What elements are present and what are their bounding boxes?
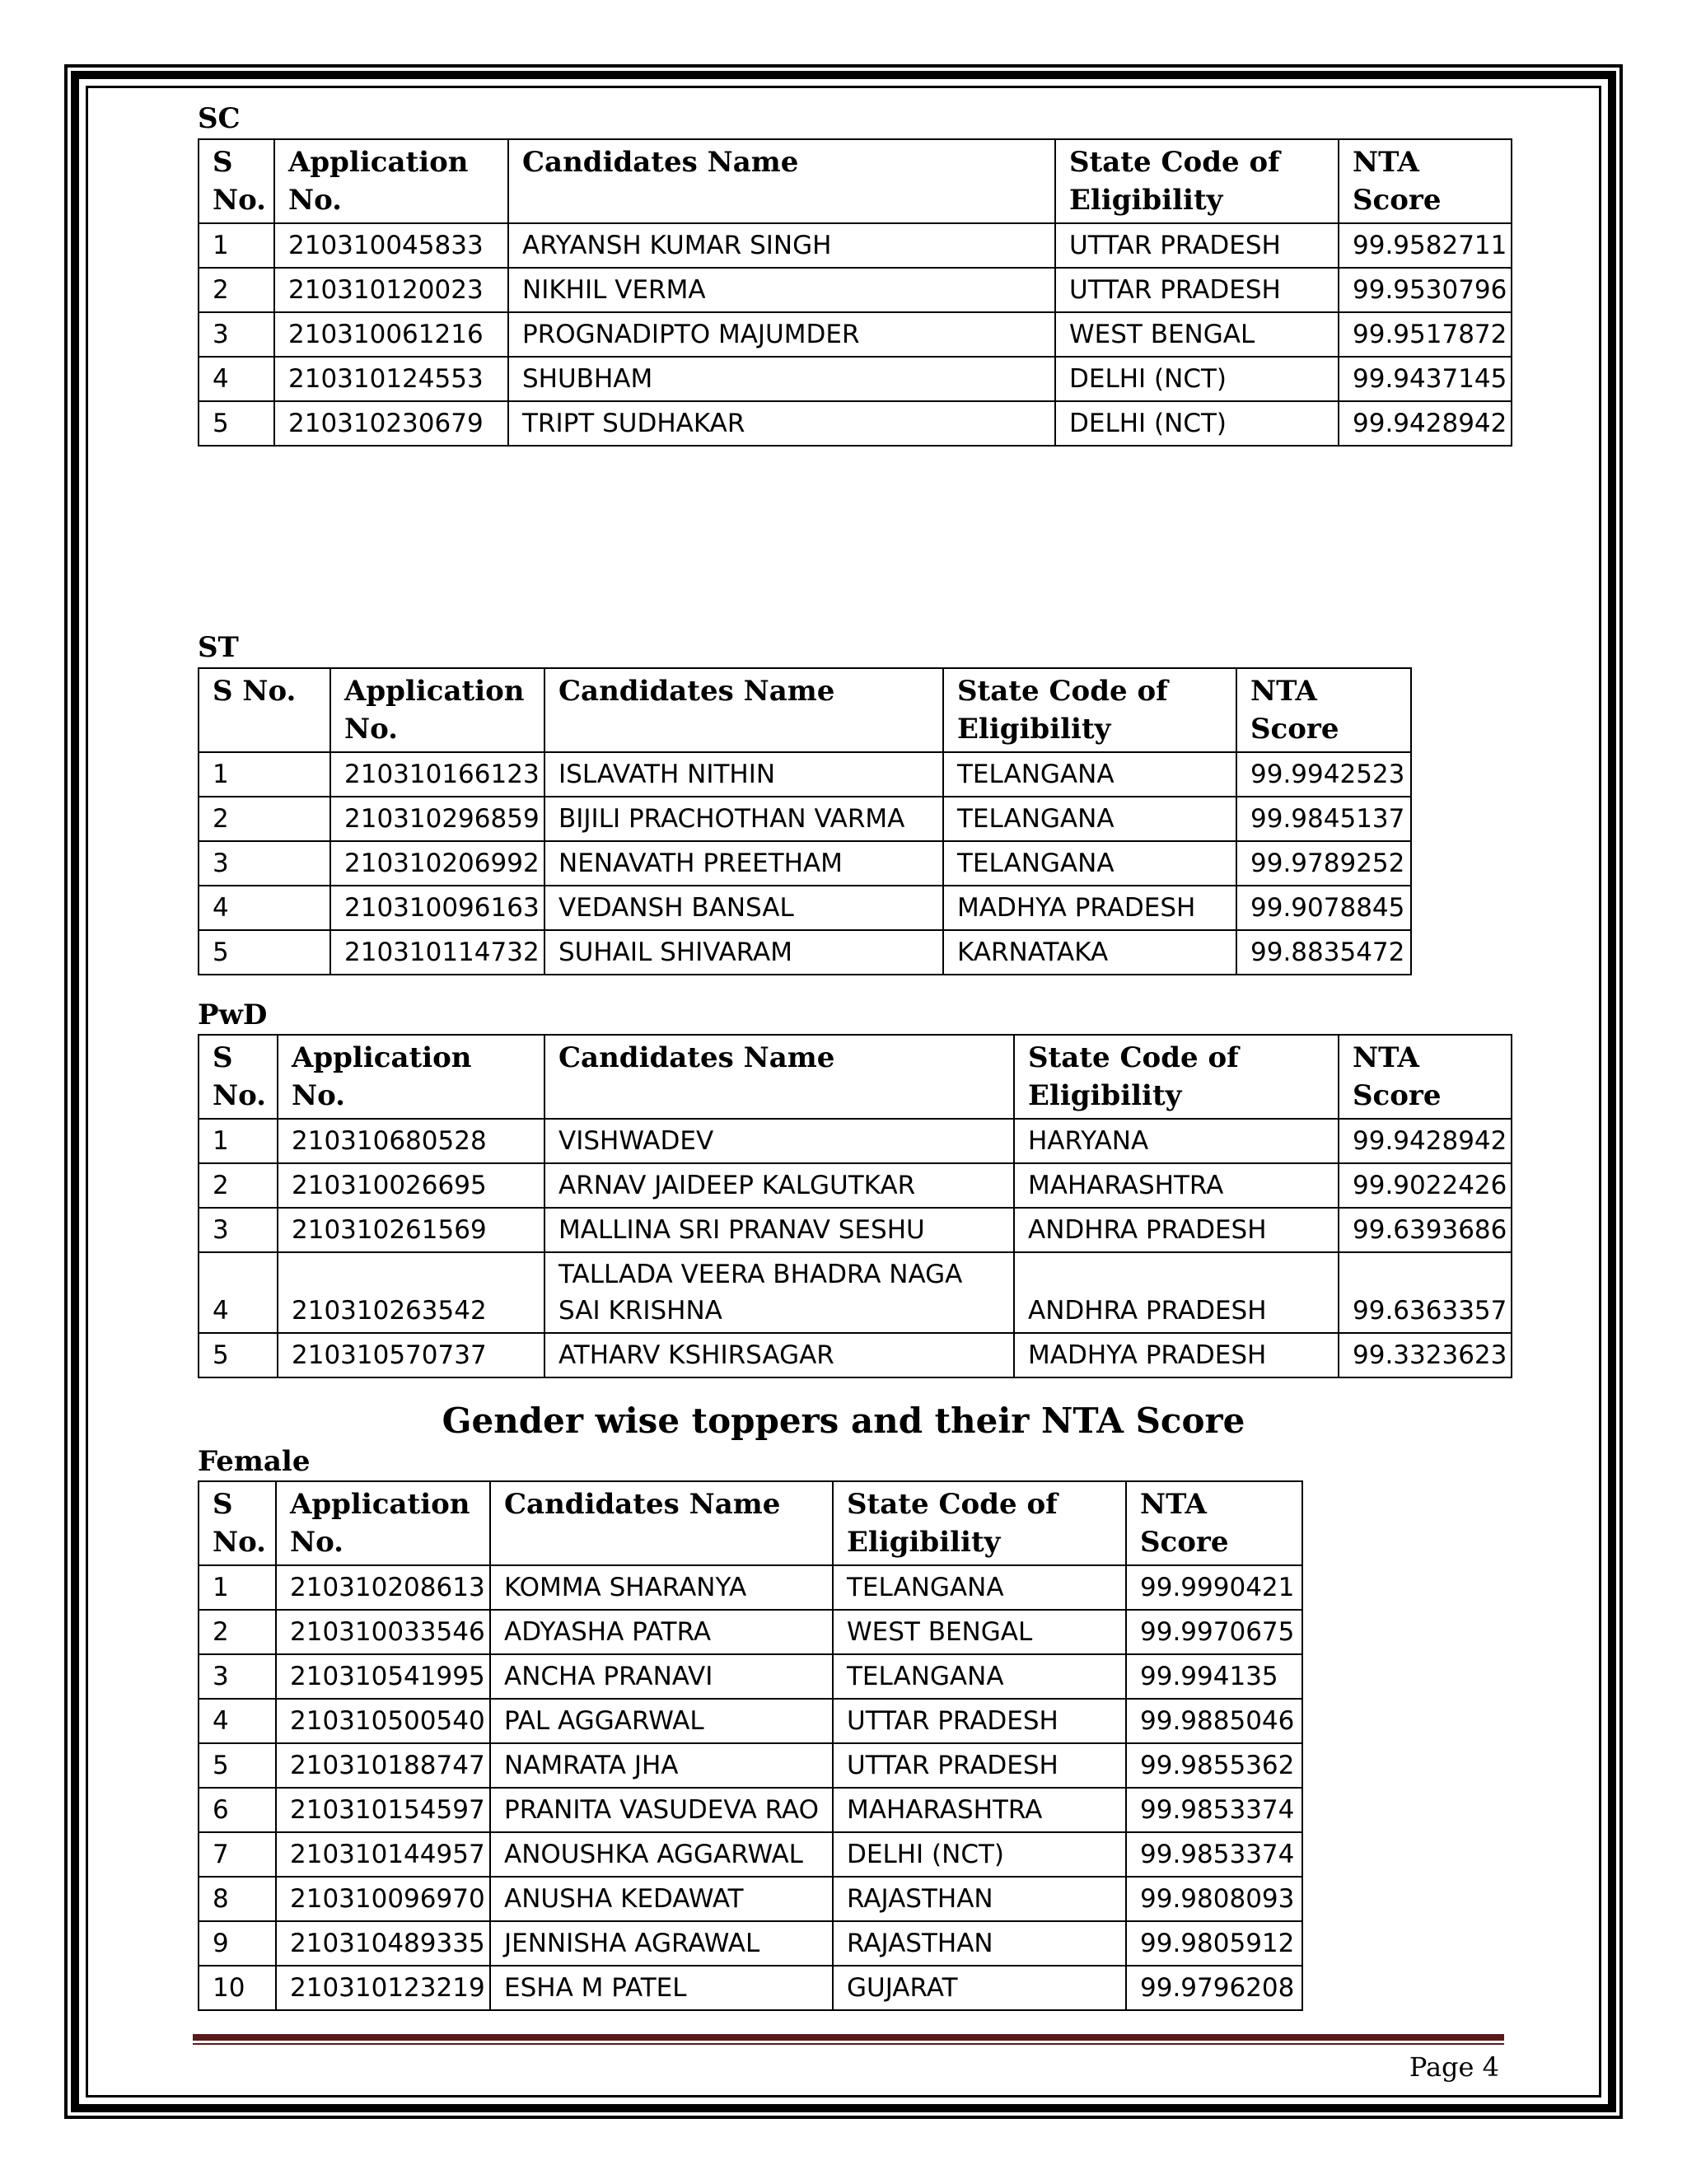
table-header-row — [199, 668, 1411, 752]
cell-nta-score: 99.3323623 — [1339, 1333, 1512, 1377]
table-row — [199, 1654, 1302, 1699]
sc-table — [198, 138, 1512, 447]
cell-state-code: TELANGANA — [833, 1565, 1126, 1610]
cell-state-code: UTTAR PRADESH — [1055, 268, 1339, 312]
cell-s-no: 4 — [199, 1252, 278, 1333]
cell-state-code: UTTAR PRADESH — [833, 1743, 1126, 1788]
cell-application-no: 210310230679 — [274, 401, 508, 446]
st-table — [198, 667, 1412, 975]
cell-nta-score: 99.9853374 — [1126, 1832, 1302, 1877]
cell-application-no: 210310263542 — [278, 1252, 544, 1333]
cell-application-no: 210310500540 — [276, 1699, 490, 1743]
column-header-application-no: Application No. — [276, 1481, 490, 1565]
cell-nta-score: 99.9796208 — [1126, 1966, 1302, 2010]
cell-application-no: 210310188747 — [276, 1743, 490, 1788]
cell-s-no: 1 — [199, 752, 330, 797]
cell-candidate-name: VISHWADEV — [544, 1119, 1014, 1163]
cell-nta-score: 99.9078845 — [1236, 886, 1411, 930]
footer-rule — [193, 2034, 1504, 2041]
column-header-nta-score: NTA Score — [1339, 139, 1512, 223]
cell-application-no: 210310570737 — [278, 1333, 544, 1377]
table-row — [199, 886, 1411, 930]
cell-s-no: 4 — [199, 357, 274, 401]
column-header-candidate-name: Candidates Name — [544, 668, 943, 752]
cell-s-no: 4 — [199, 1699, 276, 1743]
cell-state-code: GUJARAT — [833, 1966, 1126, 2010]
cell-candidate-name: NAMRATA JHA — [490, 1743, 833, 1788]
cell-state-code: MADHYA PRADESH — [943, 886, 1236, 930]
cell-candidate-name: SHUBHAM — [508, 357, 1055, 401]
cell-state-code: TELANGANA — [943, 841, 1236, 886]
table-row — [199, 1610, 1302, 1654]
table-header-row — [199, 1035, 1512, 1119]
st-section-label: ST — [198, 631, 239, 664]
cell-application-no: 210310120023 — [274, 268, 508, 312]
table-row — [199, 357, 1512, 401]
cell-state-code: RAJASTHAN — [833, 1877, 1126, 1921]
pwd-section-label: PwD — [198, 998, 268, 1031]
table-row — [199, 1699, 1302, 1743]
table-row — [199, 930, 1411, 975]
cell-state-code: RAJASTHAN — [833, 1921, 1126, 1966]
table-row — [199, 1208, 1512, 1252]
cell-state-code: DELHI (NCT) — [1055, 357, 1339, 401]
cell-nta-score: 99.9530796 — [1339, 268, 1512, 312]
cell-candidate-name: PRANITA VASUDEVA RAO — [490, 1788, 833, 1832]
cell-application-no: 210310154597 — [276, 1788, 490, 1832]
cell-state-code: TELANGANA — [943, 752, 1236, 797]
table-header-row — [199, 1481, 1302, 1565]
cell-application-no: 210310123219 — [276, 1966, 490, 2010]
cell-state-code: MAHARASHTRA — [1014, 1163, 1339, 1208]
cell-state-code: UTTAR PRADESH — [1055, 223, 1339, 268]
table-row — [199, 1565, 1302, 1610]
cell-application-no: 210310114732 — [330, 930, 544, 975]
column-header-s-no: S No. — [199, 668, 330, 752]
cell-candidate-name: ANCHA PRANAVI — [490, 1654, 833, 1699]
cell-nta-score: 99.6393686 — [1339, 1208, 1512, 1252]
cell-application-no: 210310061216 — [274, 312, 508, 357]
column-header-state-code: State Code of Eligibility — [833, 1481, 1126, 1565]
cell-nta-score: 99.9845137 — [1236, 797, 1411, 841]
column-header-application-no: Application No. — [274, 139, 508, 223]
cell-application-no: 210310296859 — [330, 797, 544, 841]
table-row — [199, 1788, 1302, 1832]
cell-application-no: 210310489335 — [276, 1921, 490, 1966]
cell-candidate-name: TALLADA VEERA BHADRA NAGA SAI KRISHNA — [544, 1252, 1014, 1333]
table-row — [199, 223, 1512, 268]
cell-candidate-name: ARNAV JAIDEEP KALGUTKAR — [544, 1163, 1014, 1208]
cell-candidate-name: NIKHIL VERMA — [508, 268, 1055, 312]
cell-state-code: DELHI (NCT) — [833, 1832, 1126, 1877]
cell-s-no: 3 — [199, 1208, 278, 1252]
cell-application-no: 210310096970 — [276, 1877, 490, 1921]
gender-heading: Gender wise toppers and their NTA Score — [442, 1401, 1245, 1441]
cell-nta-score: 99.9990421 — [1126, 1565, 1302, 1610]
cell-nta-score: 99.994135 — [1126, 1654, 1302, 1699]
cell-candidate-name: BIJILI PRACHOTHAN VARMA — [544, 797, 943, 841]
cell-nta-score: 99.6363357 — [1339, 1252, 1512, 1333]
table-header-row — [199, 139, 1512, 223]
cell-application-no: 210310208613 — [276, 1565, 490, 1610]
cell-state-code: HARYANA — [1014, 1119, 1339, 1163]
cell-candidate-name: ATHARV KSHIRSAGAR — [544, 1333, 1014, 1377]
cell-application-no: 210310026695 — [278, 1163, 544, 1208]
cell-candidate-name: VEDANSH BANSAL — [544, 886, 943, 930]
cell-nta-score: 99.9437145 — [1339, 357, 1512, 401]
cell-application-no: 210310033546 — [276, 1610, 490, 1654]
table-row — [199, 1163, 1512, 1208]
table-row — [199, 268, 1512, 312]
column-header-s-no: S No. — [199, 139, 274, 223]
column-header-s-no: S No. — [199, 1481, 276, 1565]
table-row — [199, 1832, 1302, 1877]
cell-candidate-name: ADYASHA PATRA — [490, 1610, 833, 1654]
column-header-state-code: State Code of Eligibility — [1055, 139, 1339, 223]
cell-candidate-name: KOMMA SHARANYA — [490, 1565, 833, 1610]
cell-nta-score: 99.9805912 — [1126, 1921, 1302, 1966]
cell-s-no: 1 — [199, 223, 274, 268]
cell-state-code: WEST BENGAL — [833, 1610, 1126, 1654]
cell-s-no: 3 — [199, 841, 330, 886]
cell-state-code: TELANGANA — [833, 1654, 1126, 1699]
table-row — [199, 752, 1411, 797]
column-header-state-code: State Code of Eligibility — [1014, 1035, 1339, 1119]
female-table — [198, 1480, 1303, 2011]
cell-s-no: 3 — [199, 1654, 276, 1699]
cell-candidate-name: PAL AGGARWAL — [490, 1699, 833, 1743]
cell-state-code: KARNATAKA — [943, 930, 1236, 975]
column-header-nta-score: NTA Score — [1126, 1481, 1302, 1565]
page-number: Page 4 — [1409, 2051, 1499, 2083]
cell-nta-score: 99.9970675 — [1126, 1610, 1302, 1654]
column-header-state-code: State Code of Eligibility — [943, 668, 1236, 752]
table-row — [199, 1333, 1512, 1377]
cell-nta-score: 99.9855362 — [1126, 1743, 1302, 1788]
cell-candidate-name: ISLAVATH NITHIN — [544, 752, 943, 797]
cell-s-no: 2 — [199, 268, 274, 312]
cell-application-no: 210310124553 — [274, 357, 508, 401]
table-row — [199, 1921, 1302, 1966]
table-row — [199, 1252, 1512, 1333]
cell-nta-score: 99.9885046 — [1126, 1699, 1302, 1743]
cell-s-no: 5 — [199, 1333, 278, 1377]
sc-section-label: SC — [198, 102, 241, 135]
column-header-s-no: S No. — [199, 1035, 278, 1119]
cell-nta-score: 99.9808093 — [1126, 1877, 1302, 1921]
column-header-application-no: Application No. — [278, 1035, 544, 1119]
cell-application-no: 210310680528 — [278, 1119, 544, 1163]
cell-application-no: 210310541995 — [276, 1654, 490, 1699]
cell-application-no: 210310261569 — [278, 1208, 544, 1252]
cell-nta-score: 99.9517872 — [1339, 312, 1512, 357]
cell-candidate-name: NENAVATH PREETHAM — [544, 841, 943, 886]
column-header-candidate-name: Candidates Name — [544, 1035, 1014, 1119]
cell-state-code: ANDHRA PRADESH — [1014, 1252, 1339, 1333]
cell-s-no: 7 — [199, 1832, 276, 1877]
cell-state-code: MAHARASHTRA — [833, 1788, 1126, 1832]
cell-candidate-name: TRIPT SUDHAKAR — [508, 401, 1055, 446]
column-header-nta-score: NTA Score — [1236, 668, 1411, 752]
column-header-candidate-name: Candidates Name — [490, 1481, 833, 1565]
cell-candidate-name: PROGNADIPTO MAJUMDER — [508, 312, 1055, 357]
cell-candidate-name: ANUSHA KEDAWAT — [490, 1877, 833, 1921]
table-row — [199, 401, 1512, 446]
column-header-nta-score: NTA Score — [1339, 1035, 1512, 1119]
cell-state-code: MADHYA PRADESH — [1014, 1333, 1339, 1377]
cell-candidate-name: ARYANSH KUMAR SINGH — [508, 223, 1055, 268]
cell-s-no: 1 — [199, 1119, 278, 1163]
cell-s-no: 4 — [199, 886, 330, 930]
cell-application-no: 210310206992 — [330, 841, 544, 886]
table-row — [199, 312, 1512, 357]
cell-s-no: 3 — [199, 312, 274, 357]
cell-state-code: UTTAR PRADESH — [833, 1699, 1126, 1743]
cell-s-no: 8 — [199, 1877, 276, 1921]
cell-nta-score: 99.9942523 — [1236, 752, 1411, 797]
cell-application-no: 210310045833 — [274, 223, 508, 268]
footer-rule-thin — [193, 2043, 1504, 2045]
cell-s-no: 6 — [199, 1788, 276, 1832]
cell-candidate-name: MALLINA SRI PRANAV SESHU — [544, 1208, 1014, 1252]
cell-nta-score: 99.9853374 — [1126, 1788, 1302, 1832]
cell-nta-score: 99.8835472 — [1236, 930, 1411, 975]
cell-state-code: WEST BENGAL — [1055, 312, 1339, 357]
cell-s-no: 2 — [199, 1610, 276, 1654]
cell-nta-score: 99.9789252 — [1236, 841, 1411, 886]
cell-s-no: 1 — [199, 1565, 276, 1610]
cell-s-no: 2 — [199, 1163, 278, 1208]
cell-candidate-name: JENNISHA AGRAWAL — [490, 1921, 833, 1966]
cell-state-code: TELANGANA — [943, 797, 1236, 841]
cell-s-no: 10 — [199, 1966, 276, 2010]
cell-state-code: DELHI (NCT) — [1055, 401, 1339, 446]
table-row — [199, 1119, 1512, 1163]
pwd-table — [198, 1034, 1512, 1378]
table-row — [199, 1877, 1302, 1921]
female-section-label: Female — [198, 1445, 311, 1478]
cell-s-no: 5 — [199, 401, 274, 446]
cell-s-no: 5 — [199, 930, 330, 975]
cell-nta-score: 99.9022426 — [1339, 1163, 1512, 1208]
cell-nta-score: 99.9582711 — [1339, 223, 1512, 268]
cell-s-no: 2 — [199, 797, 330, 841]
cell-application-no: 210310096163 — [330, 886, 544, 930]
cell-application-no: 210310144957 — [276, 1832, 490, 1877]
cell-application-no: 210310166123 — [330, 752, 544, 797]
table-row — [199, 1966, 1302, 2010]
table-row — [199, 841, 1411, 886]
table-row — [199, 797, 1411, 841]
cell-candidate-name: SUHAIL SHIVARAM — [544, 930, 943, 975]
cell-state-code: ANDHRA PRADESH — [1014, 1208, 1339, 1252]
column-header-application-no: Application No. — [330, 668, 544, 752]
column-header-candidate-name: Candidates Name — [508, 139, 1055, 223]
cell-candidate-name: ANOUSHKA AGGARWAL — [490, 1832, 833, 1877]
cell-nta-score: 99.9428942 — [1339, 1119, 1512, 1163]
cell-s-no: 9 — [199, 1921, 276, 1966]
cell-candidate-name: ESHA M PATEL — [490, 1966, 833, 2010]
table-row — [199, 1743, 1302, 1788]
cell-s-no: 5 — [199, 1743, 276, 1788]
cell-nta-score: 99.9428942 — [1339, 401, 1512, 446]
